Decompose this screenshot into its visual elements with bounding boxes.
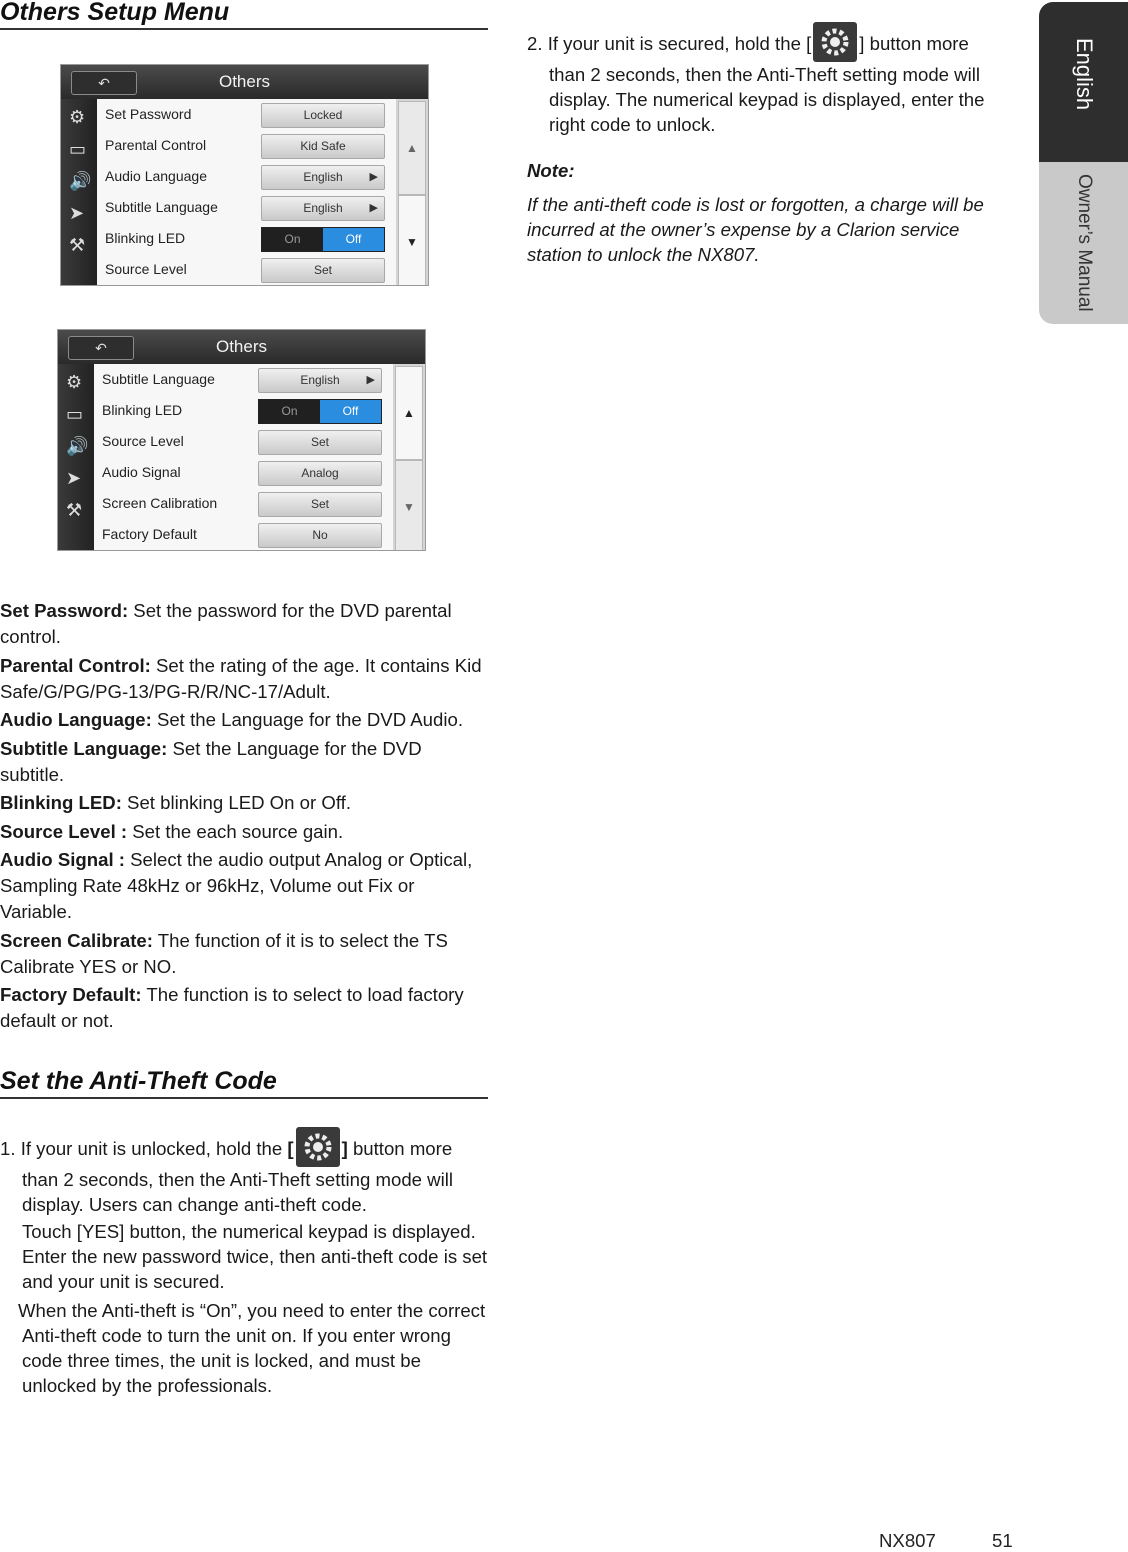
- scrollbar: [396, 99, 428, 285]
- toggle-off: Off: [320, 400, 381, 423]
- row-value-button: [261, 196, 385, 221]
- definition-term: Screen Calibrate:: [0, 929, 153, 951]
- settings-list: [94, 364, 393, 550]
- navigation-icon: ➤: [69, 203, 85, 223]
- bracket: [: [287, 1138, 294, 1159]
- scroll-up-icon: ▲: [395, 366, 423, 460]
- row-value: Set: [313, 263, 332, 277]
- screen-icon: ▭: [66, 404, 84, 424]
- list-item: [94, 364, 393, 396]
- row-value: English: [303, 201, 343, 215]
- wrench-icon: ⚒: [69, 235, 86, 255]
- heading-rule: [0, 1097, 488, 1099]
- row-value: Kid Safe: [300, 139, 346, 153]
- wrench-icon: ⚒: [66, 500, 83, 520]
- definition-text: The function of it is to select the TS Calibrate YES or NO.: [0, 929, 448, 977]
- list-item: [94, 426, 393, 458]
- settings-list: [97, 99, 396, 285]
- note-heading: Note:: [527, 160, 575, 181]
- row-label: Audio Signal: [102, 464, 181, 480]
- definition-term: Factory Default:: [0, 984, 142, 1005]
- toggle-on: On: [259, 400, 320, 423]
- section-heading-anti-theft: Set the Anti-Theft Code: [0, 1067, 277, 1095]
- gear-icon: ⚙: [69, 107, 86, 127]
- row-label: Subtitle Language: [102, 371, 215, 387]
- step-1-paragraph-3: When the Anti-theft is “On”, you need to enter the correct Anti-theft code to turn the unit on. If you enter wrong code three times, the unit is locked, and must be unlocked by the professionals.: [18, 1300, 486, 1396]
- side-icon-bar: [61, 99, 97, 285]
- row-value-button: [258, 461, 382, 486]
- step-2: [527, 22, 1007, 137]
- row-value-button: [258, 492, 382, 517]
- step-text: If your unit is secured, hold the: [547, 33, 801, 54]
- play-arrow-icon: ▶: [369, 202, 378, 214]
- definition-term: Set Password:: [0, 600, 129, 621]
- row-label: Blinking LED: [105, 230, 186, 246]
- step-1-paragraph-2: Touch [YES] button, the numerical keypad is displayed. Enter the new password twice, then anti-theft code is set and your unit is secured.: [22, 1221, 488, 1292]
- scrollbar: [393, 364, 425, 550]
- definition: [0, 847, 490, 925]
- scroll-down-icon: ▼: [398, 195, 426, 286]
- row-value-button: [258, 368, 382, 393]
- row-label: Set Password: [105, 106, 192, 122]
- heading-rule: [0, 28, 488, 30]
- list-item: [94, 457, 393, 489]
- definition-text: The function is to select to load factory default or not.: [0, 984, 464, 1031]
- language-label: English: [1072, 38, 1097, 111]
- speaker-icon: 🔊: [69, 171, 92, 191]
- bracket: ]: [341, 1138, 348, 1159]
- row-value-button: [261, 134, 385, 159]
- speaker-icon: 🔊: [66, 436, 89, 456]
- list-item: [94, 519, 393, 551]
- row-label: Parental Control: [105, 137, 207, 153]
- definition-text: Set the each source gain.: [127, 820, 344, 842]
- row-label: Source Level: [105, 261, 187, 277]
- row-label: Source Level: [102, 433, 184, 449]
- gear-icon: ⚙: [66, 372, 83, 392]
- list-item: [97, 192, 396, 224]
- side-icon-bar: [58, 364, 94, 550]
- toggle-off: Off: [323, 228, 384, 251]
- screen-title: Others: [215, 337, 268, 356]
- definition-text: Set the password for the DVD parental control.: [0, 600, 452, 647]
- list-item: [97, 254, 396, 286]
- list-item: [94, 488, 393, 520]
- row-label: Blinking LED: [102, 402, 183, 418]
- definition: [0, 598, 490, 650]
- definition-term: Audio Language:: [0, 709, 152, 730]
- play-arrow-icon: ▶: [366, 374, 375, 386]
- definition-term: Source Level :: [0, 820, 128, 842]
- row-label: Screen Calibration: [102, 495, 218, 511]
- list-item: [97, 99, 396, 131]
- step-1-paragraph: [0, 1127, 490, 1217]
- definition: [0, 982, 490, 1034]
- language-tab: [1039, 2, 1128, 162]
- step-number: 1.: [0, 1138, 16, 1159]
- screen-title: Others: [218, 72, 271, 91]
- bracket: [: [806, 33, 812, 54]
- note-text: If the anti-theft code is lost or forgotten, a charge will be incurred at the owner’s expense by a Clarion service station to unlock the NX807.: [527, 194, 984, 265]
- step-1: [0, 1127, 490, 1398]
- manual-label: Owner’s Manual: [1074, 174, 1095, 312]
- scroll-up-icon: ▲: [398, 101, 426, 195]
- row-value: Set: [310, 435, 329, 449]
- row-value: Analog: [301, 466, 339, 480]
- row-value-button: [261, 258, 385, 283]
- bracket: ]: [859, 33, 865, 54]
- definition-term: Blinking LED:: [0, 792, 122, 813]
- row-value: English: [300, 373, 340, 387]
- definition: [0, 653, 490, 705]
- definition: [0, 928, 490, 980]
- step-text: button more than 2 seconds, then the Anti-Theft setting mode will display. The numerical keypad is displayed, enter the right code to unlock.: [549, 33, 985, 135]
- screen-icon: ▭: [69, 139, 87, 159]
- definition: [0, 736, 490, 788]
- gear-icon: [296, 1127, 340, 1167]
- definition: [0, 790, 490, 816]
- definition-text: Set the rating of the age. It contains Kid Safe/G/PG/PG-13/PG-R/R/NC-17/Adult.: [0, 654, 482, 702]
- model-number: NX807: [879, 1530, 936, 1551]
- play-arrow-icon: ▶: [369, 171, 378, 183]
- step-number: 2.: [527, 33, 543, 54]
- on-off-toggle: [258, 399, 382, 424]
- definition-text: Set the Language for the DVD subtitle.: [0, 737, 422, 785]
- row-value: No: [312, 528, 328, 542]
- list-item: [97, 161, 396, 193]
- definition-term: Parental Control:: [0, 654, 151, 676]
- row-value-button: [261, 165, 385, 190]
- back-button: ↶: [71, 71, 137, 95]
- row-label: Subtitle Language: [105, 199, 218, 215]
- page-number: 51: [992, 1530, 1013, 1551]
- definition-text: Set the Language for the DVD Audio.: [151, 709, 463, 730]
- others-menu-screenshot-1: [60, 64, 429, 286]
- list-item: [97, 130, 396, 162]
- row-value-button: [261, 103, 385, 128]
- definition: [0, 819, 490, 845]
- step-text: If your unit is unlocked, hold the: [20, 1138, 283, 1159]
- row-value-button: [258, 430, 382, 455]
- definition-term: Audio Signal :: [0, 849, 125, 870]
- navigation-icon: ➤: [66, 468, 82, 488]
- scroll-down-icon: ▼: [395, 460, 423, 551]
- on-off-toggle: [261, 227, 385, 252]
- toggle-on: On: [262, 228, 323, 251]
- step-2-paragraph: [527, 22, 1007, 137]
- section-heading-others-setup: Others Setup Menu: [0, 0, 230, 26]
- definition-text: Select the audio output Analog or Optical, Sampling Rate 48kHz or 96kHz, Volume out Fix or Variable.: [0, 849, 473, 922]
- row-value: Set: [310, 497, 329, 511]
- step-text: button more than 2 seconds, then the Anti-Theft setting mode will display. Users can change anti-theft code.: [22, 1138, 454, 1215]
- others-menu-screenshot-2: [57, 329, 426, 551]
- row-value: Locked: [303, 108, 343, 122]
- definition: [0, 707, 490, 733]
- list-item: [97, 223, 396, 255]
- back-button: ↶: [68, 336, 134, 360]
- definition-term: Subtitle Language:: [0, 737, 168, 759]
- definitions-list: [0, 598, 490, 1037]
- row-value-button: [258, 523, 382, 548]
- list-item: [94, 395, 393, 427]
- row-label: Audio Language: [105, 168, 207, 184]
- gear-icon: [813, 22, 857, 62]
- row-value: English: [303, 170, 343, 184]
- definition-text: Set blinking LED On or Off.: [121, 792, 351, 813]
- manual-tab: [1039, 162, 1128, 324]
- row-label: Factory Default: [102, 526, 197, 542]
